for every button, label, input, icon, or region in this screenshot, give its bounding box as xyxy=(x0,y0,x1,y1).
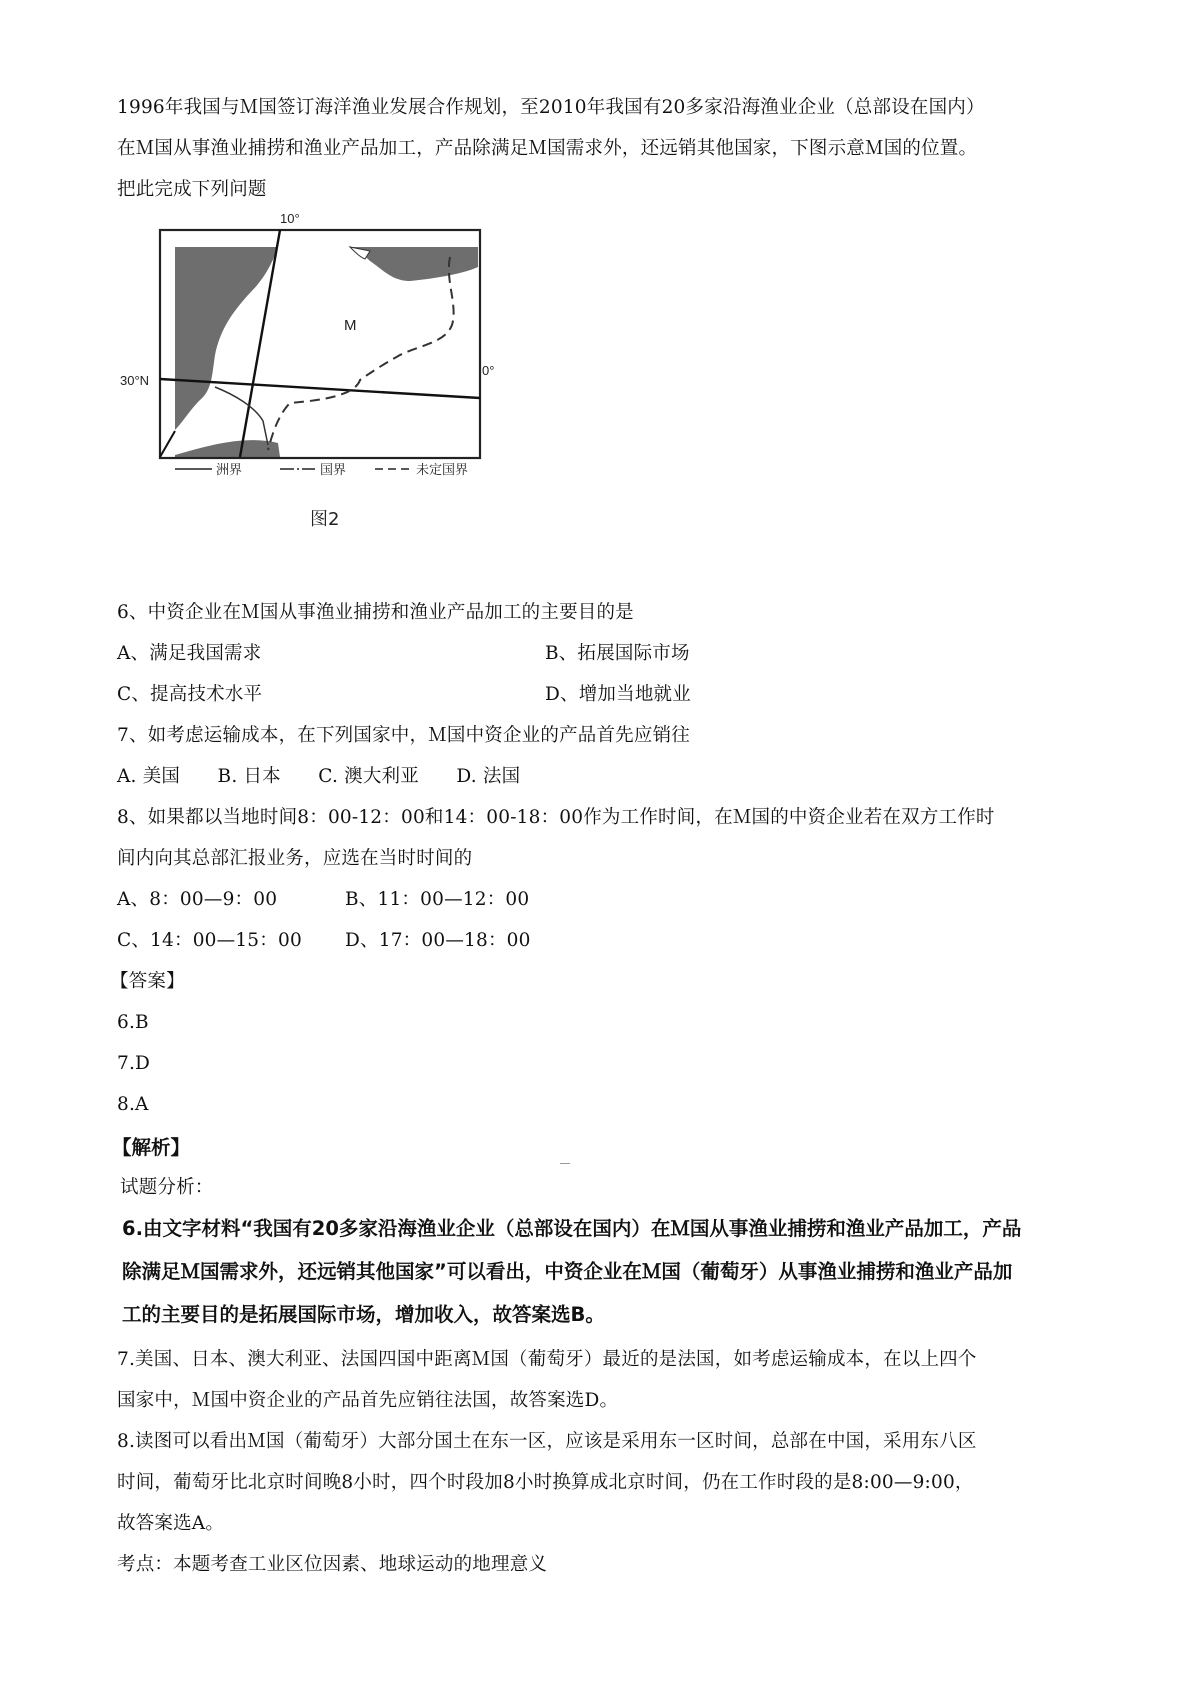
analysis-6-line-1: 6.由文字材料“我国有20多家沿海渔业企业（总部设在国内）在Ｍ国从事渔业捕捞和渔业产品加工，产品 xyxy=(122,1217,1022,1240)
legend-undetermined-label: 未定国界 xyxy=(416,463,469,478)
answer-7: 7.D xyxy=(117,1053,151,1074)
label-lat30: 30°N xyxy=(120,373,150,388)
south-coast-land xyxy=(175,440,280,457)
analysis-6-line-2: 除满足Ｍ国需求外，还远销其他国家”可以看出，中资企业在Ｍ国（葡萄牙）从事渔业捕捞和渔业产品加 xyxy=(122,1260,1013,1283)
continent-line xyxy=(160,431,175,457)
legend-border-label: 国界 xyxy=(320,463,347,478)
q7-options: A. 美国 B. 日本 C. 澳大利亚 D. 法国 xyxy=(117,766,521,787)
q6-option-a: A、满足我国需求 xyxy=(117,643,262,664)
q8-stem-line-2: 间内向其总部汇报业务，应选在当时时间的 xyxy=(117,848,473,869)
divider xyxy=(560,1163,570,1164)
q8-option-c: C、14：00—15：00 xyxy=(117,930,302,951)
undetermined-border xyxy=(268,257,454,450)
answer-8: 8.A xyxy=(117,1094,149,1115)
label-country: M xyxy=(344,317,357,334)
legend-continent-label: 洲界 xyxy=(216,463,243,478)
analysis-8-line-3: 故答案选A。 xyxy=(117,1513,225,1534)
answer-6: 6.B xyxy=(117,1012,149,1033)
kaodian: 考点：本题考查工业区位因素、地球运动的地理意义 xyxy=(117,1554,548,1575)
label-lon10: 10° xyxy=(280,211,300,226)
map-figure xyxy=(120,195,540,585)
q7-stem: 7、如考虑运输成本，在下列国家中，Ｍ国中资企业的产品首先应销往 xyxy=(117,725,690,746)
q6-option-d: D、增加当地就业 xyxy=(545,684,691,705)
intro-line-2: 在Ｍ国从事渔业捕捞和渔业产品加工，产品除满足Ｍ国需求外，还远销其他国家，下图示意Ｍ国的位置。 xyxy=(117,138,978,159)
intro-line-1: 1996年我国与Ｍ国签订海洋渔业发展合作规划，至2010年我国有20多家沿海渔业企业（总部设在国内） xyxy=(117,97,985,118)
q8-option-a: A、8：00—9：00 xyxy=(117,889,278,910)
label-lon0: 0° xyxy=(482,363,495,378)
q6-option-b: B、拓展国际市场 xyxy=(545,643,690,664)
figure-caption: 图2 xyxy=(310,509,340,530)
analysis-heading: 【解析】 xyxy=(112,1136,191,1159)
analysis-7-line-2: 国家中，Ｍ国中资企业的产品首先应销往法国，故答案选D。 xyxy=(117,1390,619,1411)
intro-line-3: 把此完成下列问题 xyxy=(117,179,267,200)
q6-stem: 6、中资企业在Ｍ国从事渔业捕捞和渔业产品加工的主要目的是 xyxy=(117,602,634,623)
analysis-6-line-3: 工的主要目的是拓展国际市场，增加收入，故答案选B。 xyxy=(122,1303,605,1326)
mediterranean-land xyxy=(353,247,478,281)
analysis-8-line-2: 时间，葡萄牙比北京时间晚8小时，四个时段加8小时换算成北京时间，仍在工作时段的是8:00—9:00， xyxy=(117,1472,974,1493)
answer-heading: 【答案】 xyxy=(110,971,185,992)
q8-stem-line-1: 8、如果都以当地时间8：00-12：00和14：00-18：00作为工作时间，在Ｍ国的中资企业若在双方工作时 xyxy=(117,807,995,828)
border-line xyxy=(215,387,268,445)
q6-option-c: C、提高技术水平 xyxy=(117,684,263,705)
q8-option-d: D、17：00—18：00 xyxy=(345,930,531,951)
q8-option-b: B、11：00—12：00 xyxy=(345,889,530,910)
analysis-7-line-1: 7.美国、日本、澳大利亚、法国四国中距离Ｍ国（葡萄牙）最近的是法国，如考虑运输成本，在以上四个 xyxy=(117,1349,977,1370)
ocean-area xyxy=(175,247,278,430)
analysis-subheading: 试题分析： xyxy=(120,1177,214,1198)
analysis-8-line-1: 8.读图可以看出Ｍ国（葡萄牙）大部分国土在东一区，应该是采用东一区时间，总部在中国，采用东八区 xyxy=(117,1431,977,1452)
